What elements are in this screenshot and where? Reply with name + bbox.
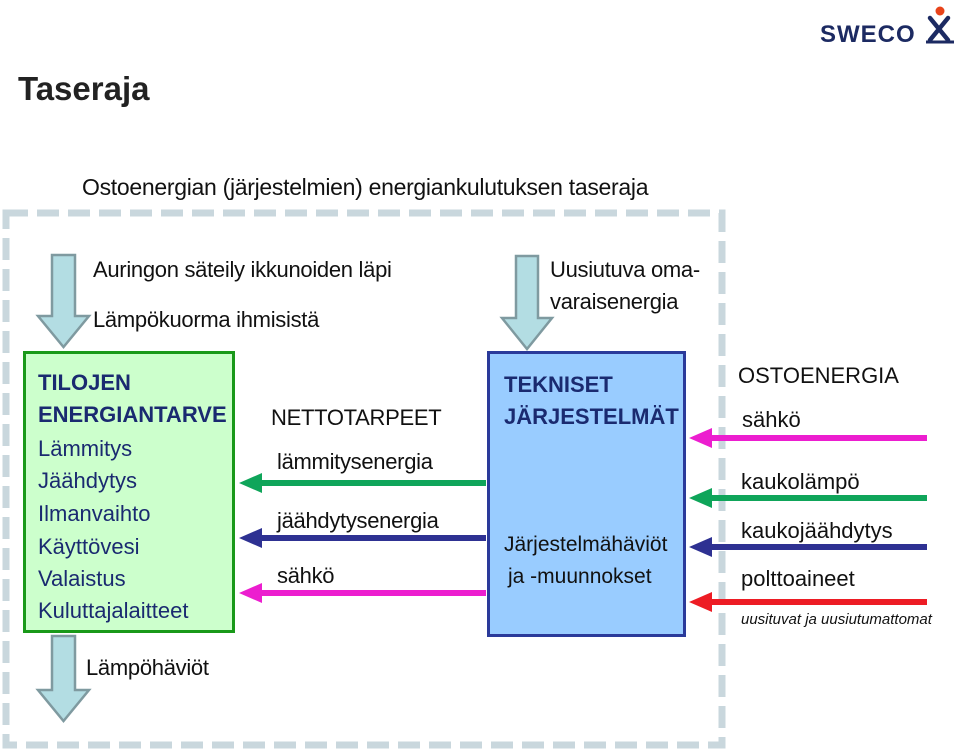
renewable-label-line1: Uusiutuva oma- [550, 257, 700, 282]
building-item-ventilation: Ilmanvaihto [38, 501, 151, 526]
renewable-label-line2: varaisenergia [550, 289, 679, 314]
purchased-district-cooling: kaukojäähdytys [741, 518, 893, 543]
building-box-title-1: TILOJEN [38, 370, 131, 395]
sweco-logo [818, 2, 958, 52]
renewable-arrow [502, 256, 552, 349]
net-need-heating: lämmitysenergia [277, 449, 433, 474]
building-item-appliances: Kuluttajalaitteet [38, 598, 189, 623]
systems-box-title-2: JÄRJESTELMÄT [504, 404, 679, 429]
net-need-electricity: sähkö [277, 563, 335, 588]
sweco-logo-icon [926, 7, 954, 43]
building-item-hot-water: Käyttövesi [38, 534, 140, 559]
building-box-title-2: ENERGIANTARVE [38, 402, 227, 427]
net-need-cooling: jäähdytysenergia [277, 508, 439, 533]
purchased-electricity: sähkö [742, 407, 801, 432]
purchased-district-heating: kaukolämpö [741, 469, 860, 494]
purchased-fuels: polttoaineet [741, 566, 855, 591]
building-item-heating: Lämmitys [38, 436, 133, 461]
heat-loss-arrow [38, 636, 89, 721]
building-item-cooling: Jäähdytys [38, 468, 138, 493]
building-item-lighting: Valaistus [38, 566, 126, 591]
systems-box-title-1: TEKNISET [504, 372, 613, 397]
solar-gain-arrow [38, 255, 89, 347]
page-title: Taseraja [18, 70, 150, 107]
purchased-energy-title: OSTOENERGIA [738, 363, 899, 388]
heat-losses-label: Lämpöhäviöt [86, 655, 209, 680]
system-losses-line2: ja -muunnokset [508, 565, 652, 588]
diagram-subtitle: Ostoenergian (järjestelmien) energiankulutuksen taseraja [82, 174, 649, 200]
svg-text:SWECO: SWECO [820, 21, 916, 47]
net-needs-title: NETTOTARPEET [271, 405, 442, 430]
internal-gain-label: Lämpökuorma ihmisistä [93, 307, 320, 332]
system-losses-line1: Järjestelmähäviöt [504, 533, 668, 556]
heating-flow-arrow [239, 473, 486, 493]
solar-gain-label: Auringon säteily ikkunoiden läpi [93, 257, 392, 282]
purchased-fuels-note: uusituvat ja uusiutumattomat [741, 611, 932, 628]
